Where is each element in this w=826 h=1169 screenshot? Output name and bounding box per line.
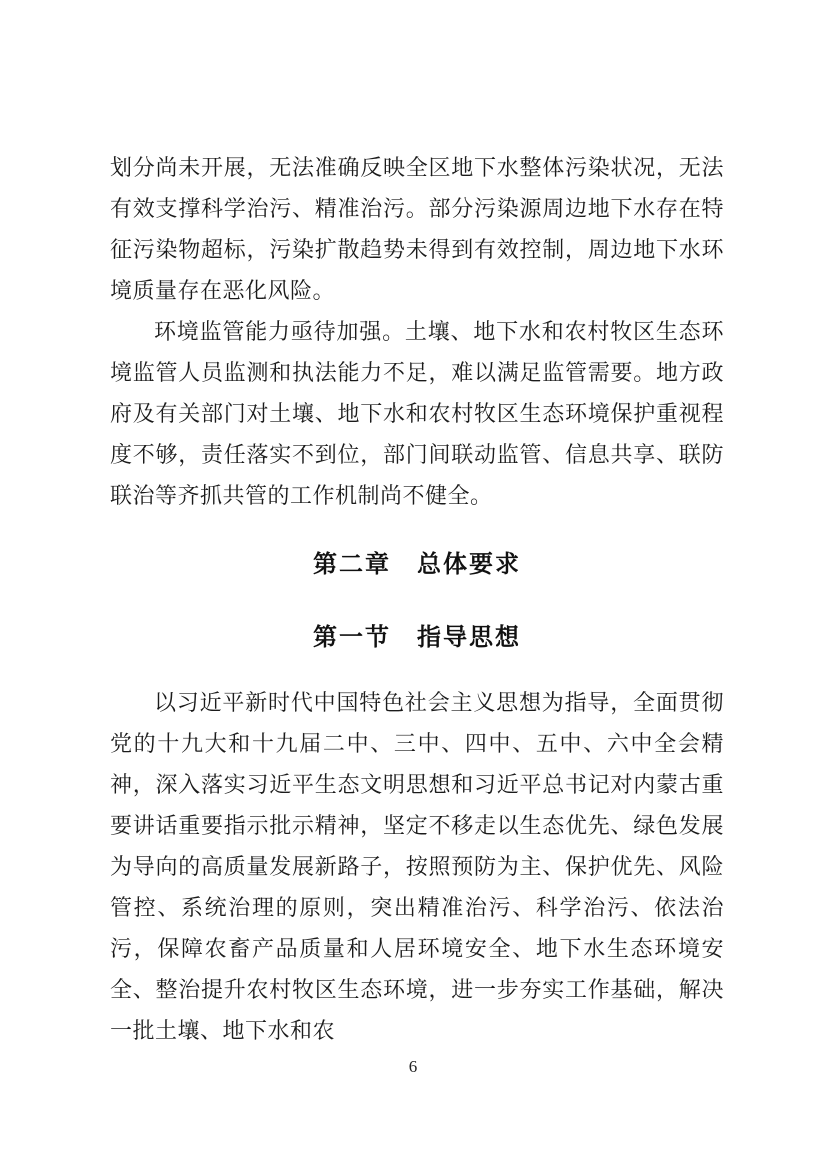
- paragraph-guiding-ideology: 以习近平新时代中国特色社会主义思想为指导，全面贯彻党的十九大和十九届二中、三中、四中、五中、六中全会精神，深入落实习近平生态文明思想和习近平总书记对内蒙古重要讲话重要指示批示精神，坚定不移走以生态优先、绿色发展为导向的高质量发展新路子，按照预防为主、保护优先、风险管控、系统治理的原则，突出精准治污、科学治污、依法治污，保障农畜产品质量和人居环境安全、地下水生态环境安全、整治提升农村牧区生态环境，进一步夯实工作基础，解决一批土壤、地下水和农: [110, 690, 724, 1043]
- section-heading: 第一节 指导思想: [313, 625, 521, 651]
- page-number: 6: [408, 1057, 418, 1076]
- chapter-heading: 第二章 总体要求: [313, 551, 521, 578]
- paragraph-groundwater-pollution-continuation: 划分尚未开展，无法准确反映全区地下水整体污染状况，无法有效支撑科学治污、精准治污。部分污染源周边地下水存在特征污染物超标，污染扩散趋势未得到有效控制，周边地下水环境质量存在恶化风险。: [110, 155, 724, 303]
- paragraph-supervision-capacity: 环境监管能力亟待加强。土壤、地下水和农村牧区生态环境监管人员监测和执法能力不足，难以满足监管需要。地方政府及有关部门对土壤、地下水和农村牧区生态环境保护重视程度不够，责任落实不到位，部门间联动监管、信息共享、联防联治等齐抓共管的工作机制尚不健全。: [110, 319, 724, 508]
- document-body: [110, 147, 724, 1051]
